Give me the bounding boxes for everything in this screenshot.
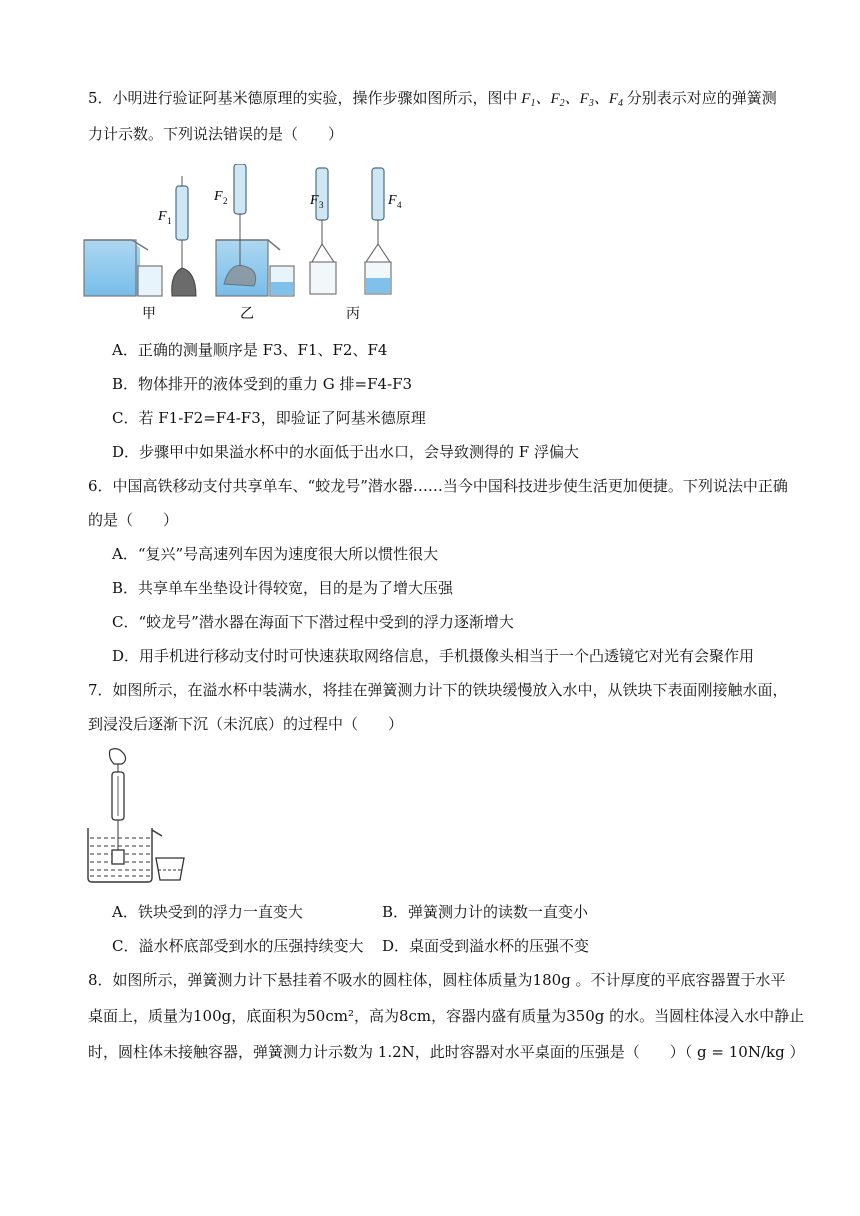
- svg-text:1: 1: [167, 216, 172, 226]
- q5-option-b[interactable]: B．物体排开的液体受到的重力 G 排=F4-F3: [112, 375, 413, 393]
- spring-scale-f4: [365, 168, 402, 294]
- svg-text:F: F: [158, 209, 167, 224]
- q7-option-c[interactable]: C．溢水杯底部受到水的压强持续变大: [112, 937, 364, 955]
- small-beaker-yi: [270, 266, 294, 296]
- q7-option-d[interactable]: D．桌面受到溢水杯的压强不变: [382, 937, 590, 955]
- q6-stem-line2: 的是（ ）: [88, 511, 179, 529]
- svg-text:F: F: [214, 189, 223, 204]
- q5-figure: [82, 164, 412, 324]
- q6-option-d[interactable]: D．用手机进行移动支付时可快速获取网络信息，手机摄像头相当于一个凸透镜它对光有会聚作用: [112, 647, 755, 665]
- small-beaker-jia: [138, 266, 162, 296]
- q7-stem-line2: 到浸没后逐渐下沉（未沉底）的过程中（ ）: [88, 715, 404, 733]
- q6-option-b[interactable]: B．共享单车坐垫设计得较宽，目的是为了增大压强: [112, 579, 454, 597]
- caption-yi: 乙: [240, 307, 254, 322]
- q5-stem-line2: 力计示数。下列说法错误的是（ ）: [88, 125, 344, 143]
- q5-option-d[interactable]: D．步骤甲中如果溢水杯中的水面低于出水口，会导致测得的 F 浮偏大: [112, 443, 579, 461]
- q6-stem-line1: 6．中国高铁移动支付共享单车、“蛟龙号”潜水器……当今中国科技进步使生活更加便捷。下列说法中正确: [88, 477, 788, 495]
- svg-text:F: F: [388, 193, 397, 208]
- spring-scale-f3: [309, 168, 336, 294]
- svg-text:3: 3: [319, 200, 324, 210]
- q7-figure: [84, 746, 194, 886]
- overflow-cup: [88, 828, 162, 882]
- q5-stem-line1: [88, 88, 777, 114]
- svg-text:2: 2: [223, 196, 228, 206]
- q8-stem-line2: 桌面上，质量为100g，底面积为50cm²，高为8cm，容器内盛有质量为350g 的水。当圆柱体浸入水中静止: [88, 1007, 805, 1025]
- q8-stem-line1: 8．如图所示，弹簧测力计下悬挂着不吸水的圆柱体，圆柱体质量为180g 。不计厚度的平底容器置于水平: [88, 971, 786, 989]
- q8-stem-line3: 时，圆柱体未接触容器，弹簧测力计示数为 1.2N，此时容器对水平桌面的压强是（ ）（ g = 10N/kg ）: [88, 1043, 805, 1061]
- spring-scale-f1: [157, 176, 196, 296]
- q6-option-a[interactable]: A．“复兴”号高速列车因为速度很大所以惯性很大: [112, 545, 439, 563]
- svg-text:F: F: [310, 193, 319, 208]
- q6-option-c[interactable]: C．“蛟龙号”潜水器在海面下下潜过程中受到的浮力逐渐增大: [112, 613, 514, 631]
- q7-stem-line1: 7．如图所示，在溢水杯中装满水，将挂在弹簧测力计下的铁块缓慢放入水中，从铁块下表面刚接触水面，: [88, 681, 788, 699]
- small-beaker: [156, 858, 184, 880]
- caption-jia: 甲: [142, 307, 156, 322]
- q5-stem-text: 5．小明进行验证阿基米德原理的实验，操作步骤如图所示，图中: [88, 89, 518, 107]
- q5-option-a[interactable]: A．正确的测量顺序是 F3、F1、F2、F4: [112, 341, 388, 359]
- q7-option-b[interactable]: B．弹簧测力计的读数一直变小: [382, 903, 589, 921]
- q5-option-c[interactable]: C．若 F1-F2=F4-F3，即验证了阿基米德原理: [112, 409, 426, 427]
- q5-stem-tail: 分别表示对应的弹簧测: [626, 89, 777, 107]
- hand-icon: [110, 749, 126, 772]
- q5-stem-symbols: $F_1$、$F_2$、$F_3$、$F_4$: [517, 91, 623, 109]
- q7-option-a[interactable]: A．铁块受到的浮力一直变大: [112, 903, 303, 921]
- caption-bing: 丙: [346, 307, 360, 322]
- svg-text:4: 4: [397, 200, 402, 210]
